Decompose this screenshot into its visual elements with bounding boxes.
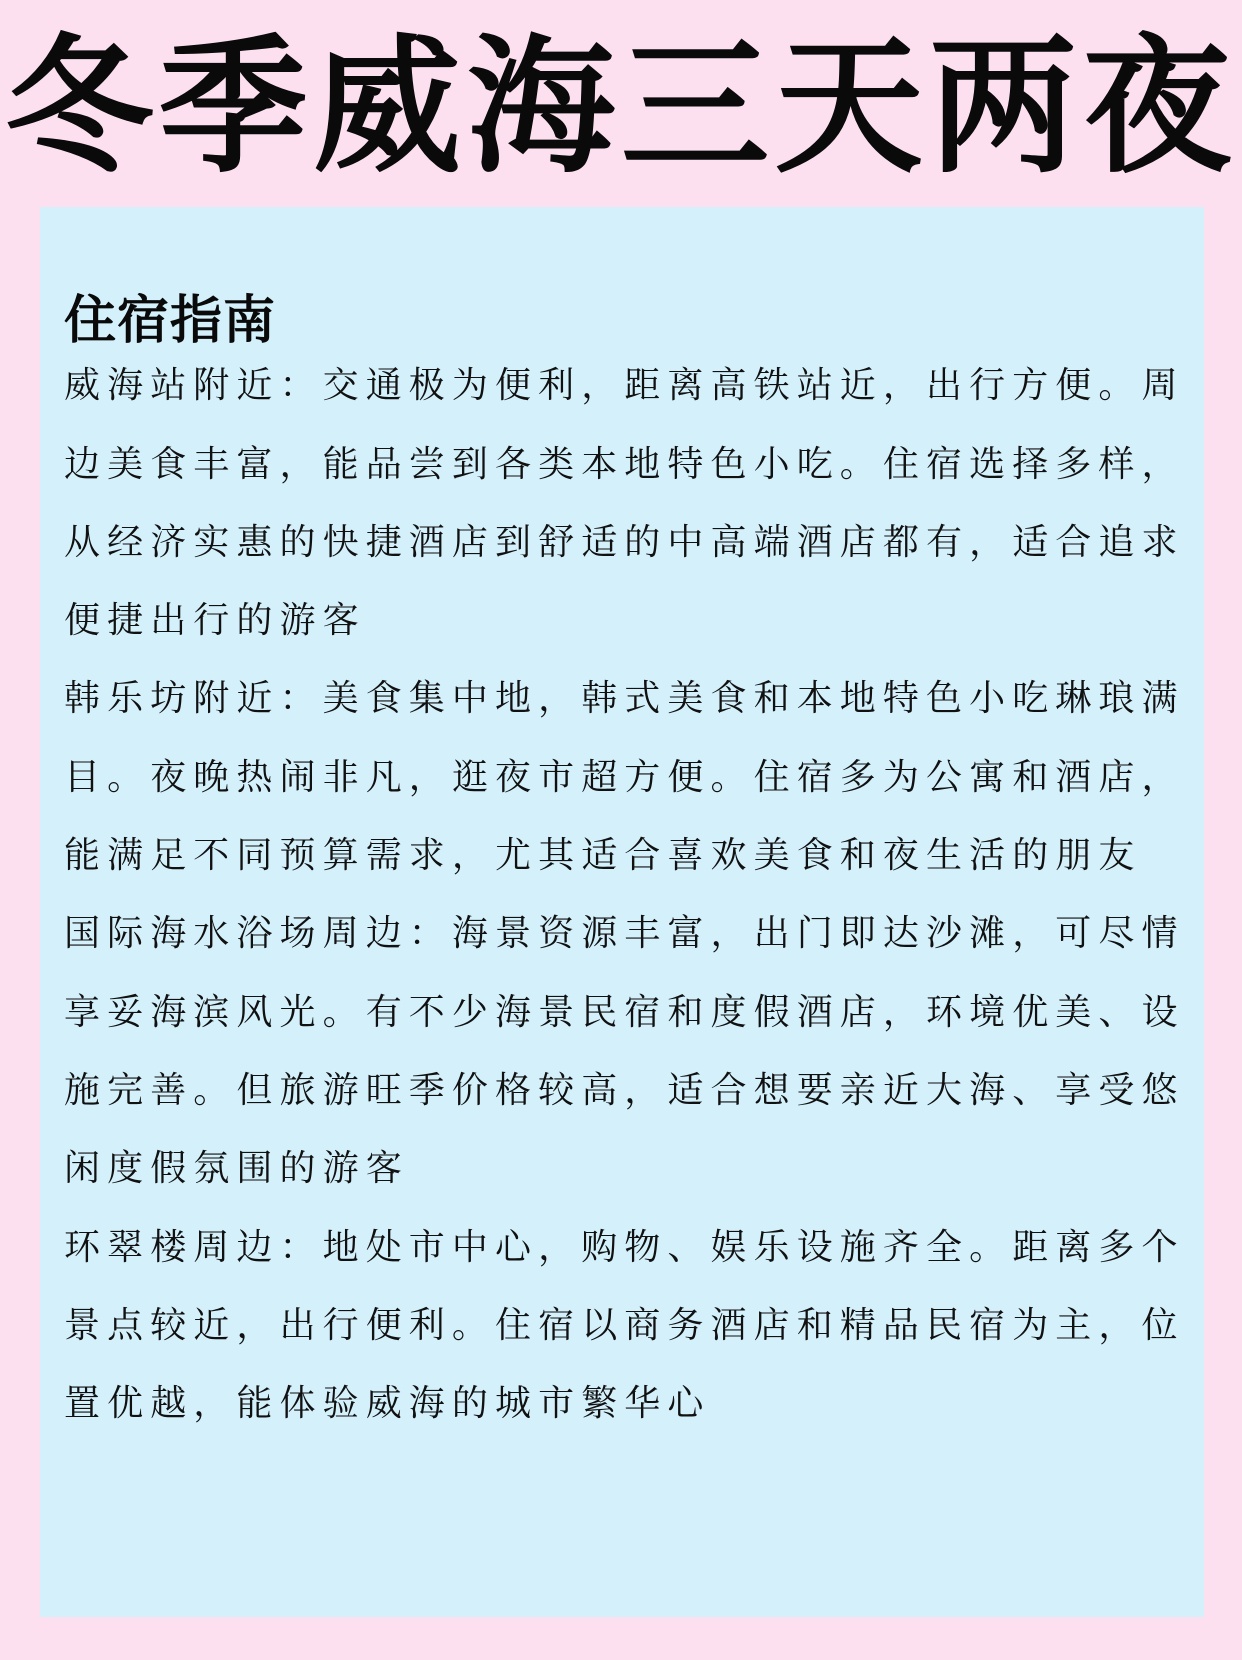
section-heading: 住宿指南 — [64, 291, 277, 351]
paragraph-line: 韩乐坊附近：美食集中地，韩式美食和本地特色小吃琳琅满 — [64, 678, 1185, 719]
paragraph-line: 闲度假氛围的游客 — [64, 1148, 409, 1189]
page-title: 冬季威海三天两夜 — [5, 21, 1237, 193]
paragraph-line: 置优越，能体验威海的城市繁华心 — [64, 1383, 711, 1424]
paragraph-line: 目。夜晚热闹非凡，逛夜市超方便。住宿多为公寓和酒店， — [64, 757, 1185, 798]
paragraph-line: 威海站附近：交通极为便利，距离高铁站近，出行方便。周 — [64, 365, 1185, 406]
paragraph-line: 景点较近，出行便利。住宿以商务酒店和精品民宿为主，位 — [64, 1305, 1185, 1346]
paragraph-line: 国际海水浴场周边：海景资源丰富，出门即达沙滩，可尽情 — [64, 913, 1185, 954]
paragraph-line: 能满足不同预算需求，尤其适合喜欢美食和夜生活的朋友 — [64, 835, 1142, 876]
paragraph-line: 便捷出行的游客 — [64, 600, 366, 641]
paragraph-line: 施完善。但旅游旺季价格较高，适合想要亲近大海、享受悠 — [64, 1070, 1185, 1111]
paragraph-line: 从经济实惠的快捷酒店到舒适的中高端酒店都有，适合追求 — [64, 522, 1185, 563]
paragraph-line: 享妥海滨风光。有不少海景民宿和度假酒店，环境优美、设 — [64, 992, 1185, 1033]
paragraph-line: 环翠楼周边：地处市中心，购物、娱乐设施齐全。距离多个 — [64, 1227, 1185, 1268]
paragraph-line: 边美食丰富，能品尝到各类本地特色小吃。住宿选择多样， — [64, 444, 1185, 485]
content-panel — [40, 207, 1204, 1617]
